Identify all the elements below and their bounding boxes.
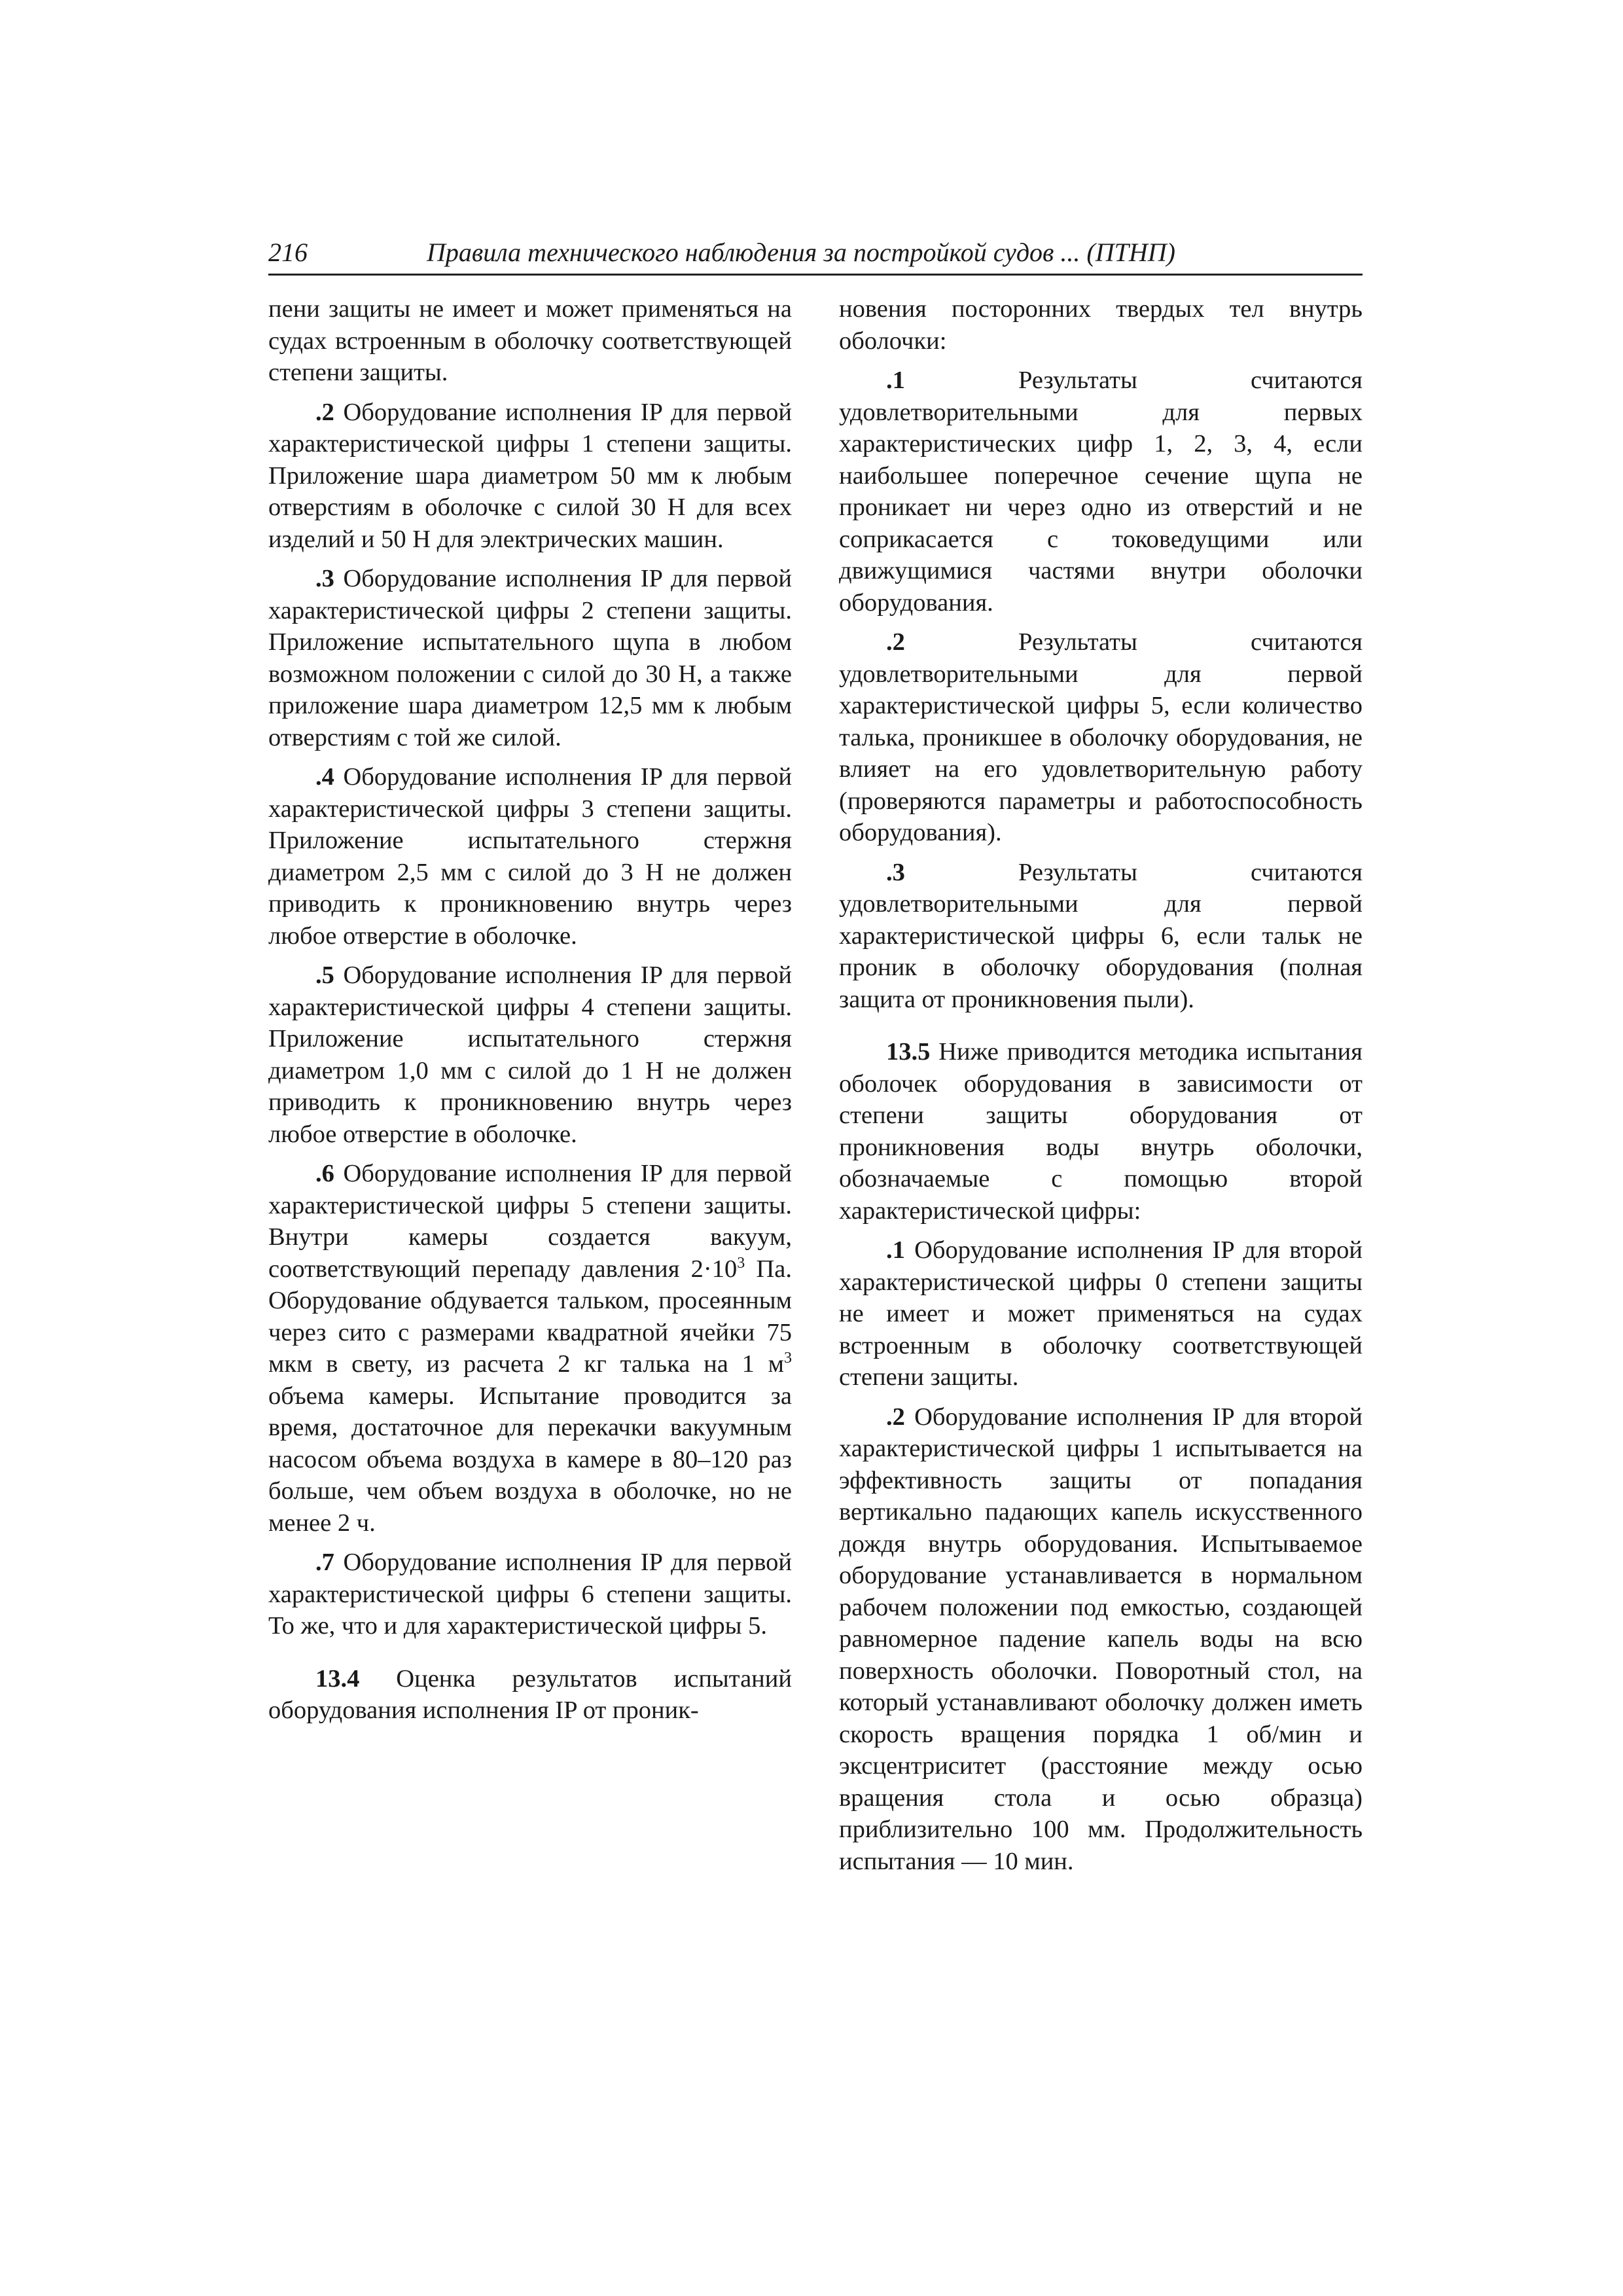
paragraph-text: Оборудование исполнения IP для первой характеристической цифры 1 степени защиты. Приложение шара диаметром 50 мм к любым отверстиям в оболочке с силой 30 Н для всех изделий и 50 Н для электрических машин. xyxy=(268,398,792,553)
superscript: 3 xyxy=(784,1350,792,1367)
paragraph-text: Оценка результатов испытаний оборудования исполнения IP от проник- xyxy=(268,1664,792,1724)
paragraph-text: пени защиты не имеет и может применяться на судах встроенным в оболочку соответствующей степени защиты. xyxy=(268,295,792,386)
paragraph xyxy=(268,1547,792,1642)
paragraph-text: Результаты считаются удовлетворительными для первой характеристической цифры 5, если количество талька, проникшее в оболочку оборудования, не влияет на его удовлетворительную работу (проверяются параметры и работоспособность оборудования). xyxy=(839,628,1363,846)
paragraph-text: Оборудование исполнения IP для первой характеристической цифры 3 степени защиты. Приложение испытательного стержня диаметром 2,5 мм с силой до 3 Н не должен приводить к проникновению внутрь через любое отверстие в оболочке. xyxy=(268,763,792,950)
item-number: .3 xyxy=(315,565,334,592)
paragraph-text: новения посторонних твердых тел внутрь оболочки: xyxy=(839,295,1363,355)
paragraph xyxy=(268,761,792,952)
paragraph xyxy=(268,960,792,1150)
paragraph-text: Оборудование исполнения IP для второй характеристической цифры 0 степени защиты не имеет и может применяться на судах встроенным в оболочку соответствующей степени защиты. xyxy=(839,1236,1363,1391)
paragraph xyxy=(268,1663,792,1727)
page-number: 216 xyxy=(268,238,308,267)
paragraph-text: Результаты считаются удовлетворительными для первых характеристических цифр 1, 2, 3, 4, если наибольшее поперечное сечение щупа не проникает ни через одно из отверстий и не соприкасается с токоведущими или движущимися частями внутри оболочки оборудования. xyxy=(839,367,1363,617)
paragraph xyxy=(268,563,792,753)
right-column xyxy=(839,293,1363,1885)
paragraph xyxy=(268,397,792,556)
item-number: .2 xyxy=(886,628,905,656)
paragraph-text: Оборудование исполнения IP для первой характеристической цифры 4 степени защиты. Приложение испытательного стержня диаметром 1,0 мм с силой до 1 Н не должен приводить к проникновению внутрь через любое отверстие в оболочке. xyxy=(268,961,792,1148)
paragraph-text: Оборудование исполнения IP для первой характеристической цифры 5 степени защиты. Внутри камеры создается вакуум, соответствующий перепаду давления 2·10 xyxy=(268,1160,792,1283)
paragraph xyxy=(268,1158,792,1539)
paragraph xyxy=(839,1401,1363,1878)
paragraph xyxy=(839,1036,1363,1227)
paragraph-text: Па. Оборудование обдувается тальком, просеянным через сито с размерами квадратной ячейки 75 мкм в свету, из расчета 2 кг талька на 1 м xyxy=(268,1255,792,1378)
item-number: .2 xyxy=(315,398,334,426)
paragraph xyxy=(839,857,1363,1016)
item-number: .1 xyxy=(886,367,905,394)
page-header xyxy=(268,236,1363,276)
section-number: 13.5 xyxy=(886,1038,931,1066)
left-column xyxy=(268,293,792,1734)
paragraph xyxy=(268,293,792,389)
running-title: Правила технического наблюдения за постройкой судов ... (ПТНП) xyxy=(427,238,1175,267)
paragraph xyxy=(839,365,1363,619)
item-number: .4 xyxy=(315,763,334,791)
paragraph-text: Результаты считаются удовлетворительными для первой характеристической цифры 6, если тальк не проник в оболочку оборудования (полная защита от проникновения пыли). xyxy=(839,858,1363,1013)
item-number: .6 xyxy=(315,1160,334,1187)
paragraph xyxy=(839,626,1363,849)
paragraph-text: Ниже приводится методика испытания оболочек оборудования в зависимости от степени защиты оборудования от проникновения воды внутрь оболочки, обозначаемые с помощью второй характеристической цифры: xyxy=(839,1038,1363,1225)
paragraph-text: Оборудование исполнения IP для второй характеристической цифры 1 испытывается на эффективность защиты от попадания вертикально падающих капель искусственного дождя внутрь оборудования. Испытываемое оборудование устанавливается в нормальном рабочем положении под емкостью, создающей равномерное падение капель воды на всю поверхность оболочки. Поворотный стол, на который устанавливают оболочку должен иметь скорость вращения порядка 1 об/мин и эксцентриситет (расстояние между осью вращения стола и осью образца) приблизительно 100 мм. Продолжительность испытания — 10 мин. xyxy=(839,1403,1363,1875)
paragraph-text: Оборудование исполнения IP для первой характеристической цифры 6 степени защиты. То же, что и для характеристической цифры 5. xyxy=(268,1549,792,1640)
superscript: 3 xyxy=(737,1254,745,1272)
paragraph-text: объема камеры. Испытание проводится за время, достаточное для перекачки вакуумным насосом объема воздуха в камере в 80–120 раз больше, чем объем воздуха в оболочке, но не менее 2 ч. xyxy=(268,1382,792,1537)
paragraph xyxy=(839,293,1363,357)
item-number: .2 xyxy=(886,1403,905,1431)
item-number: .5 xyxy=(315,961,334,989)
paragraph xyxy=(839,1234,1363,1393)
item-number: .1 xyxy=(886,1236,905,1264)
item-number: .3 xyxy=(886,858,905,886)
paragraph-text: Оборудование исполнения IP для первой характеристической цифры 2 степени защиты. Приложение испытательного щупа в любом возможном положении с силой до 30 Н, а также приложение шара диаметром 12,5 мм к любым отверстиям с той же силой. xyxy=(268,565,792,751)
section-number: 13.4 xyxy=(315,1664,360,1693)
item-number: .7 xyxy=(315,1549,334,1576)
